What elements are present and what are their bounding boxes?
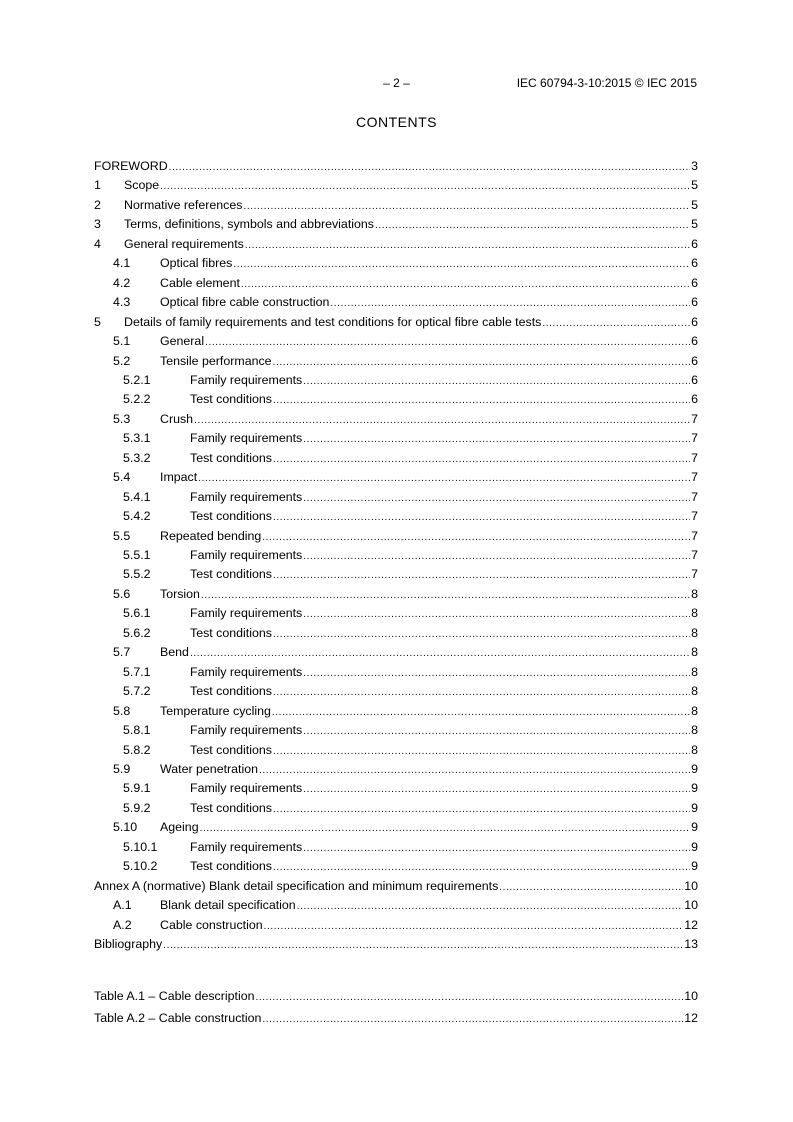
dot-leader (303, 666, 690, 682)
dot-leader (262, 530, 690, 546)
toc-entry-label: Family requirements (190, 665, 303, 679)
dot-leader (245, 238, 690, 254)
toc-entry[interactable] (94, 158, 698, 174)
dot-leader (198, 471, 690, 487)
dot-leader (303, 491, 690, 507)
toc-entry[interactable] (94, 236, 698, 252)
toc-entry-page: 7 (691, 431, 698, 445)
toc-entry[interactable] (94, 566, 698, 582)
toc-entry-number: 5.7.1 (123, 665, 151, 679)
toc-entry[interactable] (94, 605, 698, 621)
toc-entry-label: Scope (124, 178, 160, 192)
dot-leader (303, 724, 690, 740)
toc-entry-number: 5.5 (113, 529, 131, 543)
dot-leader (273, 568, 690, 584)
dot-leader (163, 938, 683, 954)
toc-entry-label: Water penetration (160, 762, 259, 776)
toc-entry-label: FOREWORD (94, 159, 168, 173)
toc-entry-page: 7 (691, 529, 698, 543)
toc-entry-label: Repeated bending (160, 529, 262, 543)
dot-leader (273, 452, 690, 468)
toc-entry-label: Temperature cycling (160, 704, 271, 718)
toc-entry-label: Test conditions (190, 626, 272, 640)
toc-entry-label: Bend (160, 645, 189, 659)
toc-entry[interactable] (94, 722, 698, 738)
toc-entry-label: Family requirements (190, 723, 303, 737)
toc-entry-number: 5 (94, 315, 101, 329)
toc-entry-number: 5.4 (113, 470, 131, 484)
dot-leader (330, 296, 690, 312)
toc-entry-number: 5.8.1 (123, 723, 151, 737)
toc-entry-label: Bibliography (94, 937, 163, 951)
toc-entry-page: 6 (691, 373, 698, 387)
toc-entry-page: 13 (684, 937, 698, 951)
toc-entry-number: 4.1 (113, 256, 131, 270)
dot-leader (375, 218, 690, 234)
toc-entry-label: Torsion (160, 587, 200, 601)
toc-entry-label: Cable element (160, 276, 240, 290)
table-list-entry[interactable] (94, 1010, 698, 1026)
toc-entry[interactable] (94, 800, 698, 816)
toc-entry-page: 7 (691, 490, 698, 504)
toc-entry[interactable] (94, 508, 698, 524)
dot-leader (205, 335, 690, 351)
toc-entry-page: 8 (691, 743, 698, 757)
toc-entry[interactable] (94, 314, 698, 330)
dot-leader (297, 899, 684, 915)
toc-entry-number: 5.5.1 (123, 548, 151, 562)
toc-entry-number: A.2 (113, 918, 132, 932)
dot-leader (272, 705, 690, 721)
toc-entry-page: 6 (691, 315, 698, 329)
toc-entry-label: Test conditions (190, 684, 272, 698)
dot-leader (256, 990, 684, 1006)
dot-leader (273, 744, 690, 760)
toc-entry-page: 8 (691, 684, 698, 698)
dot-leader (201, 588, 690, 604)
toc-entry-label: Blank detail specification (160, 898, 296, 912)
toc-entry[interactable] (94, 683, 698, 699)
toc-entry[interactable] (94, 294, 698, 310)
toc-entry-number: 5.1 (113, 334, 131, 348)
toc-entry-number: 5.4.1 (123, 490, 151, 504)
toc-entry[interactable] (94, 489, 698, 505)
toc-entry-page: 9 (691, 820, 698, 834)
toc-entry[interactable] (94, 664, 698, 680)
dot-leader (243, 199, 690, 215)
toc-entry-page: 3 (691, 159, 698, 173)
toc-entry-page: 9 (691, 840, 698, 854)
toc-entry-label: Test conditions (190, 392, 272, 406)
toc-entry-page: 9 (691, 762, 698, 776)
toc-entry-page: 7 (691, 548, 698, 562)
toc-entry-page: 9 (691, 801, 698, 815)
table-list-entry[interactable] (94, 988, 698, 1004)
toc-entry[interactable] (94, 644, 698, 660)
toc-entry-label: Test conditions (190, 567, 272, 581)
toc-entry-number: 2 (94, 198, 101, 212)
toc-entry[interactable] (94, 839, 698, 855)
toc-entry-label: Test conditions (190, 859, 272, 873)
dot-leader (262, 1012, 683, 1028)
toc-entry-page: 7 (691, 470, 698, 484)
toc-entry-number: 5.6 (113, 587, 131, 601)
dot-leader (303, 607, 690, 623)
toc-entry-number: 1 (94, 178, 101, 192)
toc-entry[interactable] (94, 878, 698, 894)
toc-entry[interactable] (94, 372, 698, 388)
toc-entry-label: Family requirements (190, 840, 303, 854)
toc-entry-page: 5 (691, 217, 698, 231)
dot-leader (273, 685, 690, 701)
toc-entry-page: 12 (684, 918, 698, 932)
toc-entry-page: 9 (691, 859, 698, 873)
toc-entry[interactable] (94, 216, 698, 232)
toc-entry[interactable] (94, 177, 698, 193)
toc-entry[interactable] (94, 255, 698, 271)
toc-entry-label: Family requirements (190, 490, 303, 504)
toc-entry-page: 9 (691, 781, 698, 795)
dot-leader (259, 763, 690, 779)
toc-entry-page: 5 (691, 178, 698, 192)
toc-entry[interactable] (94, 391, 698, 407)
toc-entry-number: 4.2 (113, 276, 131, 290)
toc-entry[interactable] (94, 917, 698, 933)
toc-entry-label: Family requirements (190, 781, 303, 795)
toc-entry-page: 6 (691, 334, 698, 348)
toc-entry[interactable] (94, 547, 698, 563)
toc-entry-page: 6 (691, 295, 698, 309)
toc-entry-number: 3 (94, 217, 101, 231)
toc-entry[interactable] (94, 858, 698, 874)
toc-entry[interactable] (94, 703, 698, 719)
toc-entry-number: 5.8 (113, 704, 131, 718)
toc-entry-page: 6 (691, 392, 698, 406)
dot-leader (303, 374, 690, 390)
toc-entry-label: Cable construction (160, 918, 263, 932)
dot-leader (241, 277, 690, 293)
toc-entry-number: 5.6.1 (123, 606, 151, 620)
toc-entry-label: Family requirements (190, 431, 303, 445)
toc-entry-number: 5.5.2 (123, 567, 151, 581)
toc-entry-label: Optical fibre cable construction (160, 295, 330, 309)
toc-entry-page: 8 (691, 626, 698, 640)
toc-entry[interactable] (94, 430, 698, 446)
toc-entry-label: Ageing (160, 820, 199, 834)
toc-entry-label: Terms, definitions, symbols and abbreviations (124, 217, 374, 231)
toc-entry-number: 5.9.2 (123, 801, 151, 815)
toc-entry-label: Test conditions (190, 743, 272, 757)
toc-entry[interactable] (94, 625, 698, 641)
dot-leader (273, 393, 690, 409)
dot-leader (194, 413, 690, 429)
dot-leader (273, 627, 690, 643)
dot-leader (273, 802, 690, 818)
toc-entry[interactable] (94, 742, 698, 758)
toc-entry[interactable] (94, 197, 698, 213)
toc-entry-page: 6 (691, 256, 698, 270)
toc-entry-label: Test conditions (190, 801, 272, 815)
dot-leader (273, 510, 690, 526)
dot-leader (303, 841, 690, 857)
dot-leader (160, 179, 690, 195)
toc-entry-page: 6 (691, 237, 698, 251)
standard-reference: IEC 60794-3-10:2015 © IEC 2015 (516, 76, 697, 90)
toc-entry-label: Table A.1 – Cable description (94, 989, 255, 1003)
toc-entry-number: 5.7.2 (123, 684, 151, 698)
toc-entry-number: 5.3 (113, 412, 131, 426)
toc-entry-number: 4.3 (113, 295, 131, 309)
toc-entry[interactable] (94, 411, 698, 427)
toc-entry-label: Details of family requirements and test conditions for optical fibre cable tests (124, 315, 542, 329)
toc-entry-number: 5.4.2 (123, 509, 151, 523)
toc-entry[interactable] (94, 353, 698, 369)
dot-leader (200, 821, 691, 837)
toc-entry-number: 5.6.2 (123, 626, 151, 640)
toc-entry[interactable] (94, 761, 698, 777)
toc-entry-page: 8 (691, 704, 698, 718)
toc-entry-number: 5.9.1 (123, 781, 151, 795)
dot-leader (542, 316, 690, 332)
dot-leader (303, 549, 690, 565)
toc-entry[interactable] (94, 819, 698, 835)
dot-leader (303, 432, 690, 448)
toc-entry-label: Tensile performance (160, 354, 272, 368)
toc-entry[interactable] (94, 936, 698, 952)
toc-entry-number: 5.8.2 (123, 743, 151, 757)
toc-entry[interactable] (94, 780, 698, 796)
toc-entry-label: Impact (160, 470, 198, 484)
toc-entry-page: 12 (684, 1011, 698, 1025)
toc-entry-label: Annex A (normative) Blank detail specification and minimum requirements (94, 879, 499, 893)
toc-entry-page: 8 (691, 723, 698, 737)
toc-entry-number: 5.10.1 (123, 840, 158, 854)
toc-entry-number: 5.3.2 (123, 451, 151, 465)
dot-leader (169, 160, 690, 176)
toc-entry-label: Family requirements (190, 548, 303, 562)
toc-entry-number: 5.3.1 (123, 431, 151, 445)
toc-entry-page: 8 (691, 606, 698, 620)
dot-leader (264, 919, 684, 935)
toc-entry-number: 5.2.1 (123, 373, 151, 387)
toc-entry[interactable] (94, 450, 698, 466)
dot-leader (273, 860, 690, 876)
toc-entry[interactable] (94, 333, 698, 349)
toc-entry-number: 5.2.2 (123, 392, 151, 406)
toc-entry-label: Test conditions (190, 509, 272, 523)
toc-entry-page: 6 (691, 276, 698, 290)
toc-entry-page: 7 (691, 509, 698, 523)
toc-entry-label: General (160, 334, 205, 348)
toc-entry[interactable] (94, 469, 698, 485)
toc-entry-label: Table A.2 – Cable construction (94, 1011, 262, 1025)
toc-entry-page: 7 (691, 412, 698, 426)
toc-entry-label: Family requirements (190, 606, 303, 620)
page-title: CONTENTS (356, 114, 437, 130)
toc-entry[interactable] (94, 586, 698, 602)
dot-leader (303, 782, 690, 798)
toc-entry-number: 5.9 (113, 762, 131, 776)
toc-entry-number: 5.10 (113, 820, 138, 834)
toc-entry[interactable] (94, 275, 698, 291)
toc-entry-label: Family requirements (190, 373, 303, 387)
toc-entry[interactable] (94, 528, 698, 544)
toc-entry-page: 8 (691, 587, 698, 601)
toc-entry-number: 5.10.2 (123, 859, 158, 873)
toc-entry-number: 5.7 (113, 645, 131, 659)
toc-entry-page: 8 (691, 665, 698, 679)
toc-entry-page: 6 (691, 354, 698, 368)
toc-entry-number: 5.2 (113, 354, 131, 368)
toc-entry-page: 7 (691, 451, 698, 465)
toc-entry-label: Crush (160, 412, 194, 426)
toc-entry-page: 7 (691, 567, 698, 581)
dot-leader (499, 880, 683, 896)
toc-entry-page: 8 (691, 645, 698, 659)
toc-entry-number: A.1 (113, 898, 132, 912)
dot-leader (273, 355, 691, 371)
dot-leader (190, 646, 690, 662)
toc-entry-label: Test conditions (190, 451, 272, 465)
toc-entry-label: Optical fibres (160, 256, 233, 270)
toc-entry-number: 4 (94, 237, 101, 251)
dot-leader (233, 257, 690, 273)
toc-entry-label: General requirements (124, 237, 244, 251)
toc-entry-label: Normative references (124, 198, 243, 212)
toc-entry-page: 10 (684, 879, 698, 893)
page-number: – 2 – (383, 76, 410, 90)
toc-entry-page: 5 (691, 198, 698, 212)
toc-entry-page: 10 (684, 898, 698, 912)
toc-entry-page: 10 (684, 989, 698, 1003)
toc-entry[interactable] (94, 897, 698, 913)
